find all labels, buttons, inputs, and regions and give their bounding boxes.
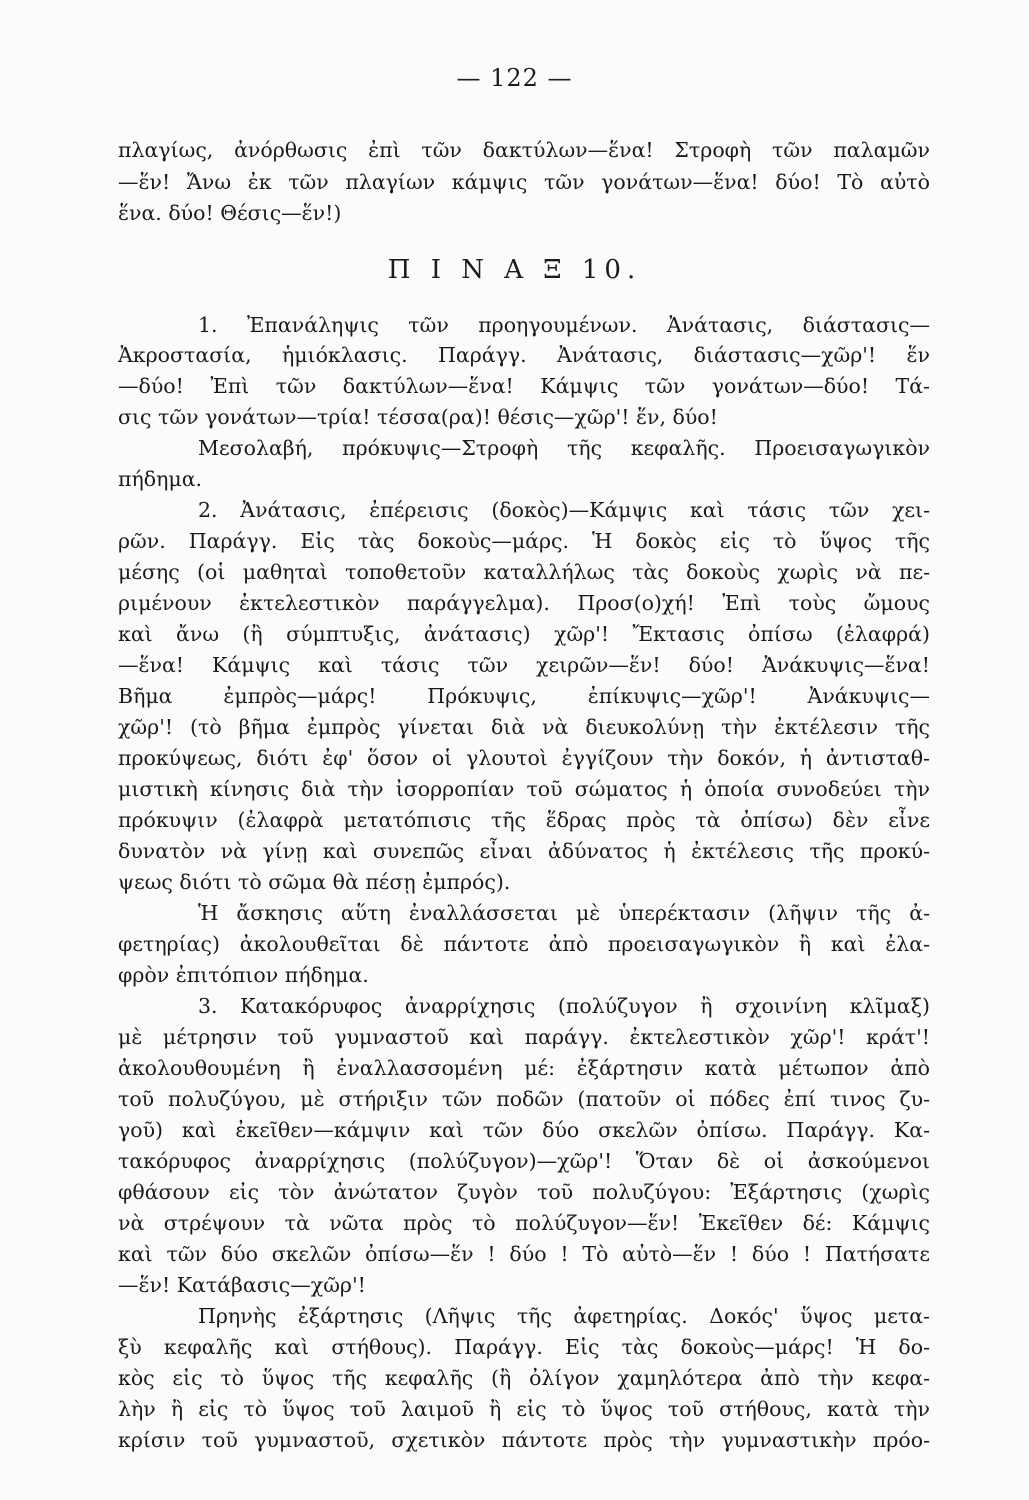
- text-line: —ἕν! Κατάβασις—χῶρ'!: [118, 1273, 366, 1297]
- text-line: Ἡ ἄσκησις αὕτη ἐναλλάσσεται μὲ ὑπερέκτασιν (λῆψιν τῆς ἀ-: [198, 901, 930, 925]
- text-line: γοῦ) καὶ ἐκεῖθεν—κάμψιν καὶ τῶν δύο σκελῶν ὀπίσω. Παράγγ. Κα-: [118, 1118, 930, 1142]
- text-line: πήδημα.: [118, 467, 203, 491]
- text-line: νὰ στρέψουν τὰ νῶτα πρὸς τὸ πολύζυγον—ἕν! Ἐκεῖθεν δέ: Κάμψις: [118, 1211, 930, 1235]
- text-line: 2. Ἀνάτασις, ἐπέρεισις (δοκὸς)—Κάμψις καὶ τάσις τῶν χει-: [198, 498, 930, 522]
- text-line: προκύψεως, διότι ἐφ' ὅσον οἱ γλουτοὶ ἐγγίζουν τὴν δοκόν, ἡ ἀντισταθ-: [118, 746, 930, 770]
- text-line: ψεως διότι τὸ σῶμα θὰ πέσῃ ἐμπρός).: [118, 870, 511, 894]
- text-line: σις τῶν γονάτων—τρία! τέσσα(ρα)! θέσις—χῶρ'! ἕν, δύο!: [118, 405, 718, 429]
- text-line: Βῆμα ἐμπρὸς—μάρς! Πρόκυψις, ἐπίκυψις—χῶρ'! Ἀνάκυψις—: [118, 684, 930, 708]
- table-heading: Π Ι Ν Α Ξ 10.: [387, 255, 642, 285]
- text-line: πρόκυψιν (ἐλαφρὰ μετατόπισις τῆς ἕδρας πρὸς τὰ ὀπίσω) δὲν εἶνε: [118, 808, 930, 832]
- text-line: 1. Ἐπανάληψις τῶν προηγουμένων. Ἀνάτασις, διάστασις—: [198, 313, 930, 337]
- text-line: φετηρίας) ἀκολουθεῖται δὲ πάντοτε ἀπὸ προεισαγωγικὸν ἢ καὶ ἐλα-: [118, 932, 930, 956]
- text-line: κρίσιν τοῦ γυμναστοῦ, σχετικὸν πάντοτε πρὸς τὴν γυμναστικὴν πρόο-: [118, 1428, 930, 1452]
- text-line: μὲ μέτρησιν τοῦ γυμναστοῦ καὶ παράγγ. ἐκτελεστικὸν χῶρ'! κράτ'!: [118, 1025, 930, 1049]
- text-line: ριμένουν ἐκτελεστικὸν παράγγελμα). Προσ(ο)χή! Ἐπὶ τοὺς ὤμους: [118, 591, 930, 615]
- text-line: ἀκολουθουμένη ἢ ἐναλλασσομένη μέ: ἐξάρτησιν κατὰ μέτωπον ἀπὸ: [118, 1056, 930, 1080]
- text-line: μέσης (οἱ μαθηταὶ τοποθετοῦν καταλλήλως τὰς δοκοὺς χωρὶς νὰ πε-: [118, 560, 930, 584]
- text-line: —ἕνα! Κάμψις καὶ τάσις τῶν χειρῶν—ἕν! δύο! Ἀνάκυψις—ἕνα!: [118, 653, 930, 677]
- text-line: φθάσουν εἰς τὸν ἀνώτατον ζυγὸν τοῦ πολυζύγου: Ἐξάρτησις (χωρὶς: [118, 1180, 930, 1204]
- text-line: τακόρυφος ἀναρρίχησις (πολύζυγον)—χῶρ'! Ὅταν δὲ οἱ ἀσκούμενοι: [118, 1149, 930, 1173]
- text-line: τοῦ πολυζύγου, μὲ στήριξιν τῶν ποδῶν (πατοῦν οἱ πόδες ἐπί τινος ζυ-: [118, 1087, 930, 1111]
- text-line: 3. Κατακόρυφος ἀναρρίχησις (πολύζυγον ἢ σχοινίνη κλῖμαξ): [198, 994, 930, 1018]
- text-line: Πρηνὴς ἐξάρτησις (Λῆψις τῆς ἀφετηρίας. Δοκός' ὕψος μετα-: [198, 1304, 930, 1328]
- text-line: κὸς εἰς τὸ ὕψος τῆς κεφαλῆς (ἢ ὀλίγον χαμηλότερα ἀπὸ τὴν κεφα-: [118, 1366, 930, 1390]
- text-line: χῶρ'! (τὸ βῆμα ἐμπρὸς γίνεται διὰ νὰ διευκολύνῃ τὴν ἐκτέλεσιν τῆς: [118, 715, 930, 739]
- text-line: μιστικὴ κίνησις διὰ τὴν ἰσορροπίαν τοῦ σώματος ἡ ὁποία συνοδεύει τὴν: [118, 777, 930, 801]
- text-line: λὴν ἢ εἰς τὸ ὕψος τοῦ λαιμοῦ ἢ εἰς τὸ ὕψος τοῦ στήθους, κατὰ τὴν: [118, 1397, 930, 1421]
- text-line: ξὺ κεφαλῆς καὶ στήθους). Παράγγ. Εἰς τὰς δοκοὺς—μάρς! Ἡ δο-: [118, 1335, 930, 1359]
- text-line: δυνατὸν νὰ γίνῃ καὶ συνεπῶς εἶναι ἀδύνατος ἡ ἐκτέλεσις τῆς προκύ-: [118, 839, 930, 863]
- text-line: ἕνα. δύο! Θέσις—ἕν!): [118, 201, 342, 225]
- text-line: ρῶν. Παράγγ. Εἰς τὰς δοκοὺς—μάρς. Ἡ δοκὸς εἰς τὸ ὕψος τῆς: [118, 529, 930, 553]
- text-line: —δύο! Ἐπὶ τῶν δακτύλων—ἕνα! Κάμψις τῶν γονάτων—δύο! Τά-: [118, 374, 930, 398]
- text-line: φρὸν ἐπιτόπιον πήδημα.: [118, 963, 369, 987]
- text-line: καὶ τῶν δύο σκελῶν ὀπίσω—ἕν ! δύο ! Τὸ αὐτὸ—ἕν ! δύο ! Πατήσατε: [118, 1242, 930, 1266]
- text-line: πλαγίως, ἀνόρθωσις ἐπὶ τῶν δακτύλων—ἕνα! Στροφὴ τῶν παλαμῶν: [118, 138, 930, 162]
- text-line: Ἀκροστασία, ἡμιόκλασις. Παράγγ. Ἀνάτασις, διάστασις—χῶρ'! ἕν: [118, 343, 930, 367]
- text-line: καὶ ἄνω (ἢ σύμπτυξις, ἀνάτασις) χῶρ'! Ἔκτασις ὀπίσω (ἐλαφρά): [118, 622, 930, 646]
- text-line: —ἕν! Ἄνω ἐκ τῶν πλαγίων κάμψις τῶν γονάτων—ἕνα! δύο! Τὸ αὐτὸ: [118, 170, 930, 194]
- text-line: Μεσολαβή, πρόκυψις—Στροφὴ τῆς κεφαλῆς. Προεισαγωγικὸν: [198, 436, 930, 460]
- page-number: — 122 —: [456, 64, 573, 92]
